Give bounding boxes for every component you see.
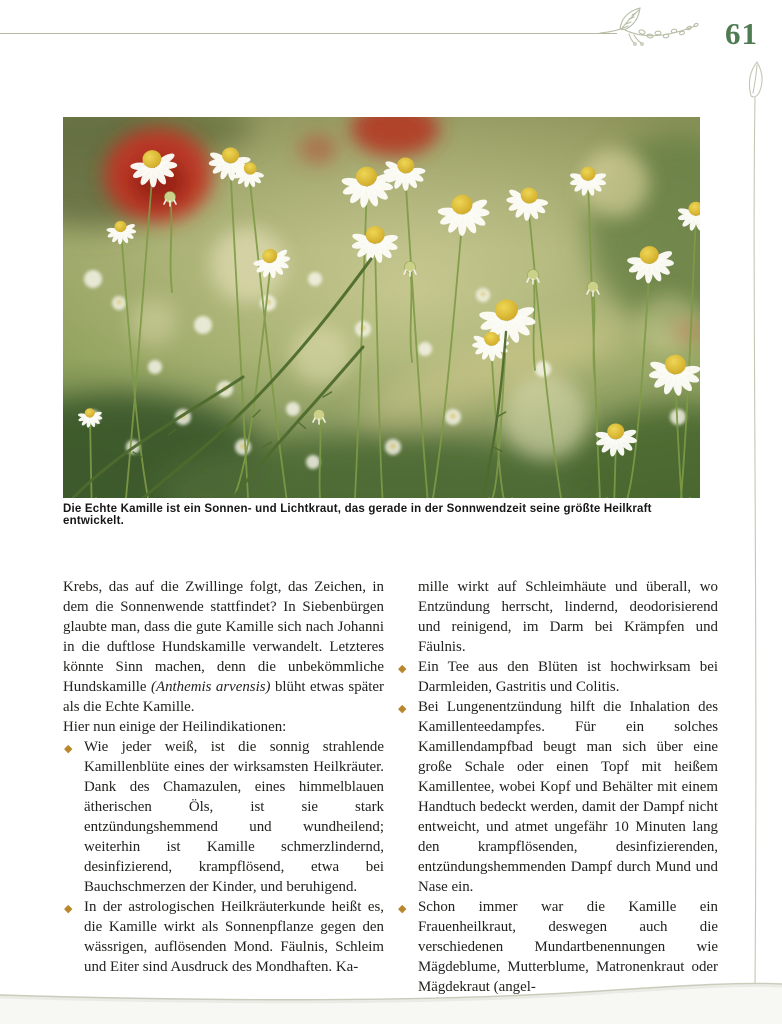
bullet-item: [397, 657, 718, 697]
bullet-text: Ein Tee aus den Blüten ist hochwirksam bei Darmleiden, Gastritis und Colitis.: [418, 659, 718, 695]
bullet-text: Bei Lungenentzündung hilft die Inhalation des Kamillenteedampfes. Für ein solches Kamillendampfbad beugt man sich über eine große Schale oder einen Topf mit heißem Kamillentee, wobei Kopf und Behälter mit einem Handtuch bedeckt werden, damit der Dampf nicht entweicht, und atmet ungefähr 10 Minuten lang den krampflösenden, desinfizierenden, entzündungshemmenden Dampf durch Mund und Nase ein.: [418, 699, 718, 895]
diamond-bullet-icon: ◆: [398, 902, 407, 915]
heilindikationen-intro: Hier nun einige der Heilindikationen:: [63, 719, 287, 735]
left-column: [63, 577, 384, 997]
chamomile-photo-scene: [63, 117, 700, 498]
diamond-bullet-icon: ◆: [398, 662, 407, 675]
bullet-text: In der astrologischen Heilkräuterkunde heißt es, die Kamille wirkt als Sonnenpflanze gegen den wässrigen, auflösenden Mond. Fäulnis, Schleim und Eiter sind Ausdruck des Mondhaften. Ka-: [84, 899, 384, 975]
header-rule: [0, 33, 617, 34]
paragraph-text: Krebs, das auf die Zwillinge folgt, das Zeichen, in dem die Sonnenwende stattfindet? In Siebenbürgen glaubte man, dass die gute Kamille sich nach Johanni in die duftlose Hundskamille verwandelt. Letzteres könnte Sinn machen, denn die unbekömmliche Hundskamille: [63, 579, 384, 695]
leafy-branch-icon: [598, 6, 710, 56]
diamond-bullet-icon: ◆: [64, 742, 73, 755]
right-column: [397, 577, 718, 997]
page-curl-edge: [0, 973, 782, 1024]
bullet-item: [63, 897, 384, 977]
bullet-text: Wie jeder weiß, ist die sonnig strahlende Kamillenblüte eines der wirksamsten Heilkräuter. Dank des Chamazulen, eines himmelblauen ätherischen Öls, ist sie stark entzündungshemmend und wundheilend; weiterhin ist Kamille schmerzlindernd, desinfizierend, krampflösend, etwa bei Bauchschmerzen der Kinder, und beruhigend.: [84, 739, 384, 895]
chamomile-photo: [63, 117, 700, 498]
page-number: 61: [725, 16, 758, 51]
bullet-item: [63, 737, 384, 897]
diamond-bullet-icon: ◆: [398, 702, 407, 715]
bullet-text: Schon immer war die Kamille ein Frauenheilkraut, deswegen auch die verschiedenen Mundartbenennungen wie Mägdeblume, Mutterblume, Matronenkraut oder Mägdekraut (angel-: [418, 899, 718, 995]
leaf-stem-icon: [737, 60, 775, 1005]
latin-plant-name: (Anthemis arvensis): [151, 679, 271, 695]
bullet-continuation: mille wirkt auf Schleimhäute und überall, wo Entzündung herrscht, lindernd, deodorisierend und reinigend, im Darm bei Krämpfen und Fäulnis.: [418, 579, 718, 655]
diamond-bullet-icon: ◆: [64, 902, 73, 915]
article-body: [63, 577, 718, 997]
paragraph-text: blüht etwas später als die Echte Kamille.: [63, 679, 384, 715]
paragraph-astrology: [63, 577, 384, 717]
photo-caption: Die Echte Kamille ist ein Sonnen- und Lichtkraut, das gerade in der Sonnwendzeit seine größte Heilkraft entwickelt.: [63, 503, 652, 527]
bullet-item: [397, 697, 718, 897]
